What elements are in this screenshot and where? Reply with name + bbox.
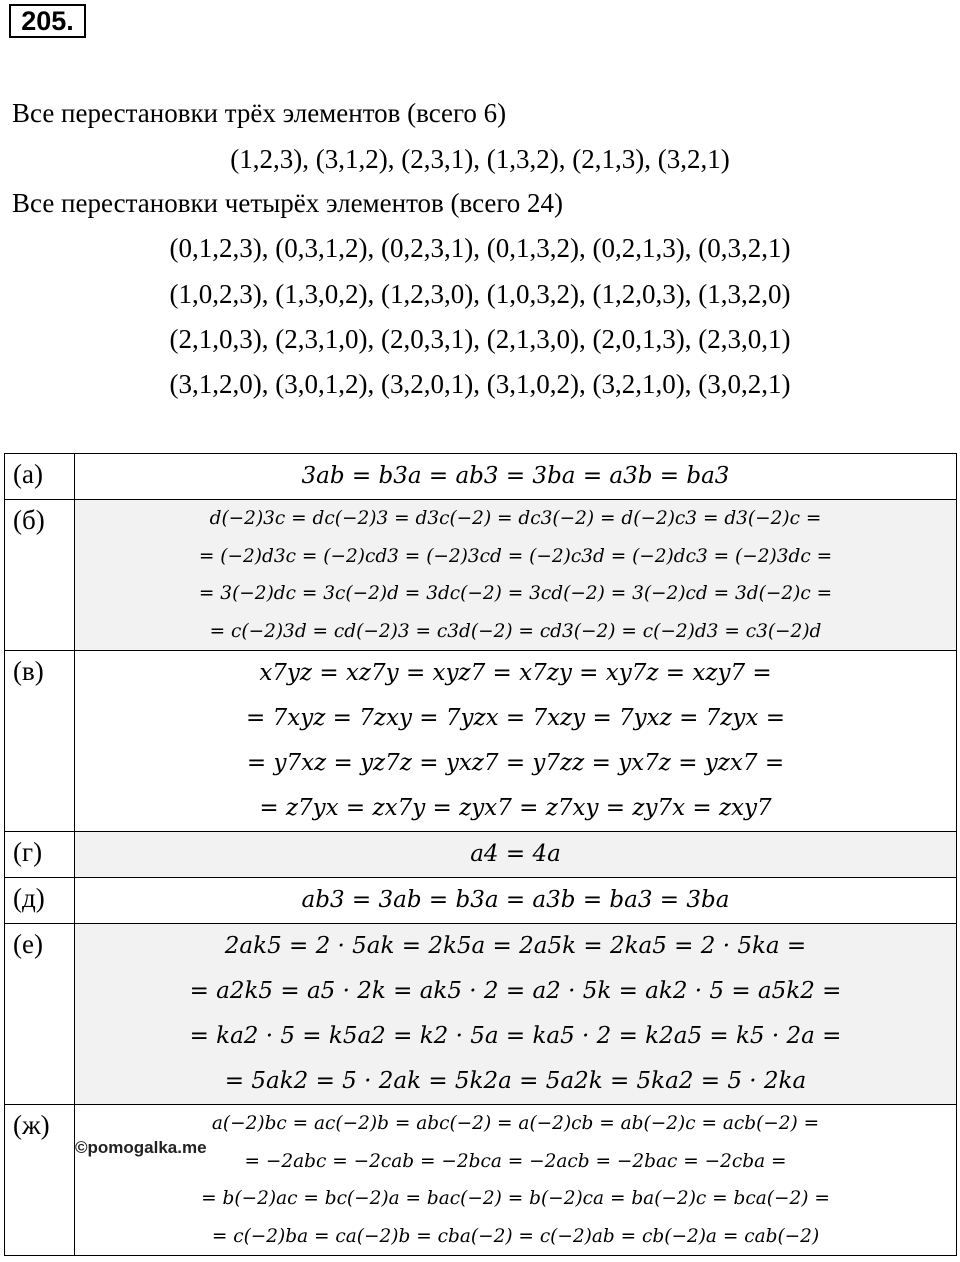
equality-line: = −2abc = −2cab = −2bca = −2acb = −2bac = −2cba =: [244, 1150, 787, 1172]
equality-line: x7yz = xz7y = xyz7 = x7zy = xy7z = xzy7 =: [259, 660, 772, 686]
equalities-table: [4, 453, 957, 1256]
equality-line: 3ab = b3a = ab3 = 3ba = a3b = ba3: [301, 463, 730, 489]
four-elements-heading: Все перестановки четырёх элементов (всего 24): [12, 188, 564, 218]
table-row: [5, 832, 957, 878]
table-row: [5, 454, 957, 500]
table-row: [5, 651, 957, 832]
watermark: ©pomogalka.me: [75, 1138, 207, 1157]
row-content: [75, 500, 957, 651]
equality-line: 2ak5 = 2 · 5ak = 2k5a = 2a5k = 2ka5 = 2 · 5ka =: [224, 933, 807, 959]
table-row: [5, 500, 957, 651]
equality-line: = b(−2)ac = bc(−2)a = bac(−2) = b(−2)ca = ba(−2)c = bca(−2) =: [201, 1188, 830, 1209]
equality-line: a(−2)bc = ac(−2)b = abc(−2) = a(−2)cb = ab(−2)c = acb(−2) =: [211, 1113, 820, 1134]
three-elements-heading: Все перестановки трёх элементов (всего 6): [12, 98, 507, 128]
row-content: [75, 651, 957, 832]
equality-line: = 7xyz = 7zxy = 7yzx = 7xzy = 7yxz = 7zyx =: [246, 705, 785, 731]
equality-line: = 5ak2 = 5 · 2ak = 5k2a = 5a2k = 5ka2 = 5 · 2ka: [224, 1068, 807, 1094]
four-elements-permutations-row: (0,1,2,3), (0,3,1,2), (0,2,3,1), (0,1,3,2), (0,2,1,3), (0,3,2,1): [169, 233, 791, 263]
equality-line: = a2k5 = a5 · 2k = ak5 · 2 = a2 · 5k = ak2 · 5 = a5k2 =: [189, 978, 842, 1004]
row-label: (д): [5, 878, 75, 924]
table-row: [5, 1105, 957, 1256]
problem-number: 205.: [9, 4, 86, 38]
row-label: (в): [5, 651, 75, 832]
row-label: (а): [5, 454, 75, 500]
row-content: [75, 454, 957, 500]
equality-line: a4 = 4a: [470, 841, 561, 867]
equality-line: = c(−2)3d = cd(−2)3 = c3d(−2) = cd3(−2) = c(−2)d3 = c3(−2)d: [209, 620, 822, 642]
equality-line: = 3(−2)dc = 3c(−2)d = 3dc(−2) = 3cd(−2) = 3(−2)cd = 3d(−2)c =: [198, 583, 833, 604]
equality-line: = ka2 · 5 = k5a2 = k2 · 5a = ka5 · 2 = k2a5 = k5 · 2a =: [189, 1023, 842, 1049]
equality-line: = y7xz = yz7z = yxz7 = y7zz = yx7z = yzx7 =: [246, 750, 785, 776]
four-elements-permutations-row: (2,1,0,3), (2,3,1,0), (2,0,3,1), (2,1,3,0), (2,0,1,3), (2,3,0,1): [169, 324, 791, 354]
four-elements-permutations-row: (1,0,2,3), (1,3,0,2), (1,2,3,0), (1,0,3,2), (1,2,0,3), (1,3,2,0): [169, 279, 791, 309]
equality-line: ab3 = 3ab = b3a = a3b = ba3 = 3ba: [301, 887, 730, 913]
row-label: (е): [5, 924, 75, 1105]
table-row: [5, 878, 957, 924]
equality-line: = c(−2)ba = ca(−2)b = cba(−2) = c(−2)ab = cb(−2)a = cab(−2): [211, 1225, 820, 1247]
four-elements-permutations-row: (3,1,2,0), (3,0,1,2), (3,2,0,1), (3,1,0,2), (3,2,1,0), (3,0,2,1): [169, 369, 791, 399]
equality-line: = (−2)d3c = (−2)cd3 = (−2)3cd = (−2)c3d = (−2)dc3 = (−2)3dc =: [198, 545, 833, 567]
row-label: (б): [5, 500, 75, 651]
row-content: [75, 1105, 957, 1256]
row-content: [75, 832, 957, 878]
row-content: [75, 878, 957, 924]
row-label: (ж): [5, 1105, 75, 1256]
equality-line: = z7yx = zx7y = zyx7 = z7xy = zy7x = zxy7: [259, 795, 772, 821]
equality-line: d(−2)3c = dc(−2)3 = d3c(−2) = dc3(−2) = d(−2)c3 = d3(−2)c =: [209, 508, 822, 529]
table-row: [5, 924, 957, 1105]
row-label: (г): [5, 832, 75, 878]
three-elements-permutations: (1,2,3), (3,1,2), (2,3,1), (1,3,2), (2,1,3), (3,2,1): [230, 144, 730, 174]
row-content: [75, 924, 957, 1105]
